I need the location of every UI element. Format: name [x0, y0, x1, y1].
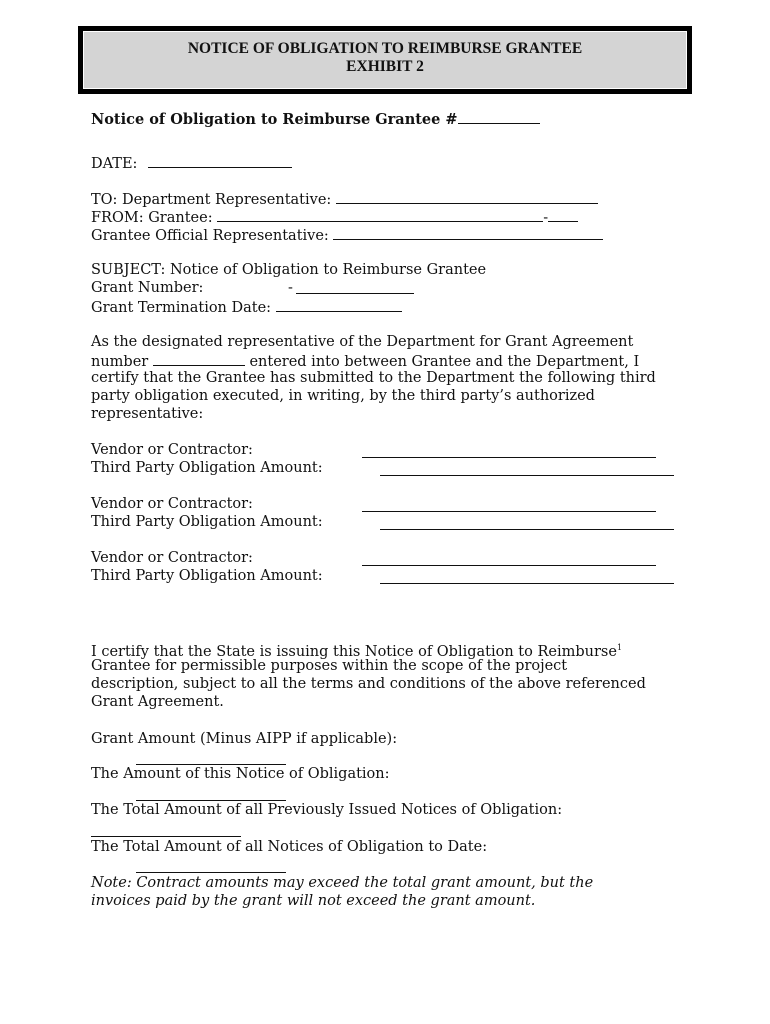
date-row: [91, 153, 292, 173]
subject-line: SUBJECT: Notice of Obligation to Reimburse Grantee: [91, 262, 487, 278]
grant-number-separator: -: [288, 280, 293, 296]
grantee-field[interactable]: [217, 207, 543, 222]
para1-line1: As the designated representative of the Department for Grant Agreement: [91, 334, 634, 350]
notice-number-field[interactable]: [458, 109, 540, 124]
agreement-number-field[interactable]: [153, 351, 245, 366]
para2-line2: Grantee for permissible purposes within the scope of the project: [91, 658, 568, 674]
para2-line4: Grant Agreement.: [91, 694, 224, 710]
to-label: TO: Department Representative:: [91, 192, 332, 208]
vendor-field-3[interactable]: [362, 565, 656, 566]
amount-field-2[interactable]: [380, 529, 674, 530]
title-banner: [78, 26, 692, 94]
para2-line3: description, subject to all the terms and conditions of the above referenced: [91, 676, 646, 692]
para2-line1-text: I certify that the State is issuing this Notice of Obligation to Reimburse: [91, 643, 617, 660]
amount-field-1[interactable]: [380, 475, 674, 476]
previous-notices-label: The Total Amount of all Previously Issued Notices of Obligation:: [91, 802, 563, 818]
this-notice-label: The Amount of this Notice of Obligation:: [91, 766, 390, 782]
date-label: DATE:: [91, 156, 138, 172]
footnote-marker: 1: [616, 643, 623, 652]
para1-number-label: number: [91, 354, 149, 370]
termination-row: [91, 297, 402, 317]
official-label: Grantee Official Representative:: [91, 228, 329, 244]
vendor-field-2[interactable]: [362, 511, 656, 512]
para1-line3: certify that the Grantee has submitted to the Department the following third: [91, 370, 656, 386]
total-notices-label: The Total Amount of all Notices of Obligation to Date:: [91, 839, 488, 855]
vendor-label-2: Vendor or Contractor:: [91, 496, 253, 512]
amount-label-1: Third Party Obligation Amount:: [91, 460, 323, 476]
para1-line5: representative:: [91, 406, 204, 422]
amount-label-2: Third Party Obligation Amount:: [91, 514, 323, 530]
grant-amount-label: Grant Amount (Minus AIPP if applicable):: [91, 731, 398, 747]
from-row: [91, 207, 578, 227]
document-title: NOTICE OF OBLIGATION TO REIMBURSE GRANTEE: [187, 40, 583, 57]
grant-number-row: [91, 279, 421, 297]
note-line1: Note: Contract amounts may exceed the total grant amount, but the: [91, 875, 594, 891]
amount-label-3: Third Party Obligation Amount:: [91, 568, 323, 584]
official-rep-field[interactable]: [333, 225, 603, 240]
form-heading: [91, 109, 540, 129]
para1-line2-rest: entered into between Grantee and the Department, I: [249, 354, 640, 370]
termination-date-field[interactable]: [276, 297, 402, 312]
note-line2: invoices paid by the grant will not exceed the grant amount.: [91, 893, 536, 909]
date-field[interactable]: [148, 153, 292, 168]
vendor-label-3: Vendor or Contractor:: [91, 550, 253, 566]
title-banner-inner: [83, 31, 687, 89]
previous-notices-field[interactable]: [91, 836, 241, 837]
grantee-suffix-field[interactable]: [548, 207, 578, 222]
department-rep-field[interactable]: [336, 189, 598, 204]
para1-line4: party obligation executed, in writing, by the third party’s authorized: [91, 388, 595, 404]
total-notices-field[interactable]: [136, 872, 286, 873]
grant-number-label: Grant Number:: [91, 280, 204, 296]
official-row: [91, 225, 603, 245]
amount-field-3[interactable]: [380, 583, 674, 584]
grant-number-field[interactable]: [296, 279, 414, 294]
from-separator: -: [543, 210, 549, 226]
form-heading-text: Notice of Obligation to Reimburse Grantee #: [91, 111, 458, 128]
termination-label: Grant Termination Date:: [91, 300, 272, 316]
vendor-label-1: Vendor or Contractor:: [91, 442, 253, 458]
exhibit-label: EXHIBIT 2: [346, 58, 424, 75]
vendor-field-1[interactable]: [362, 457, 656, 458]
para1-line2: [91, 351, 639, 371]
from-label: FROM: Grantee:: [91, 210, 213, 226]
to-row: [91, 189, 598, 209]
